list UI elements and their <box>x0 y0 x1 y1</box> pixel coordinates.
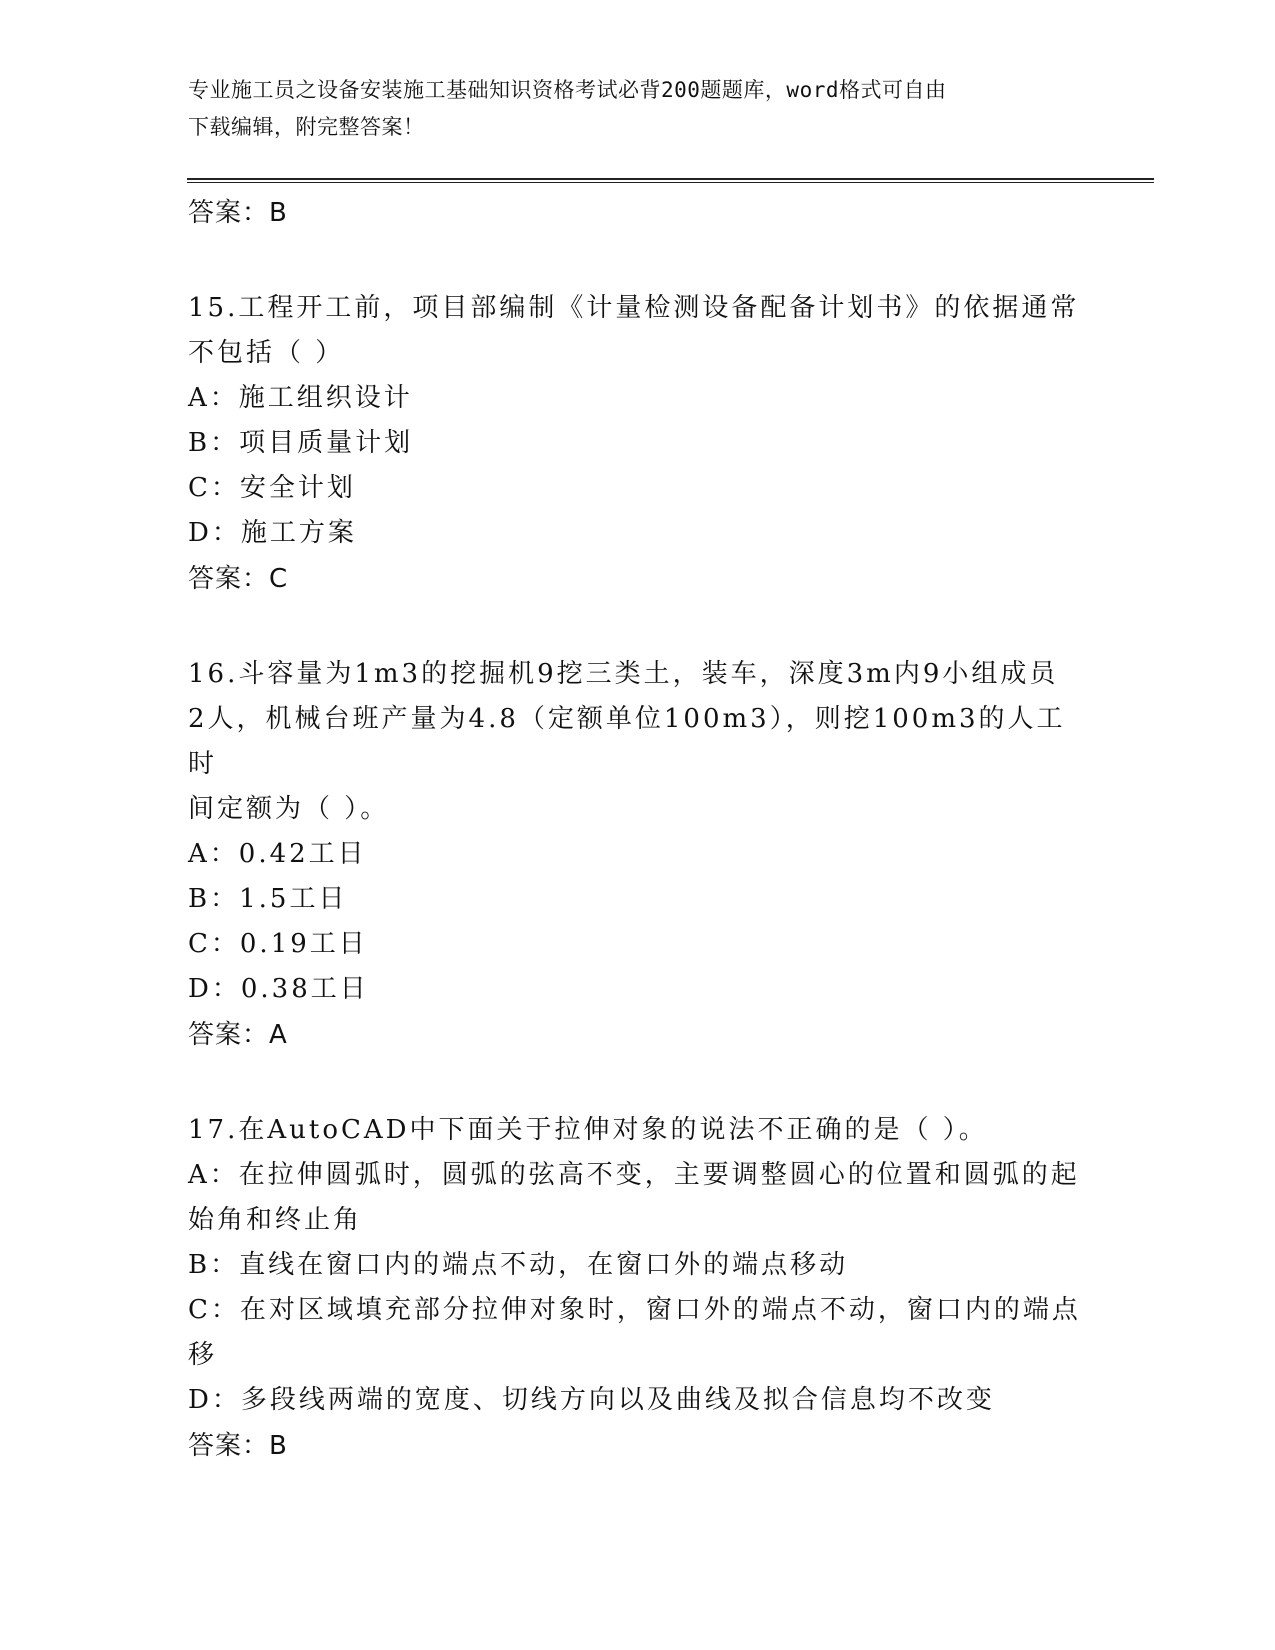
question-17 <box>188 1108 1088 1469</box>
option-d: D：0.38工日 <box>188 974 369 1004</box>
option-c-continued: 移 <box>188 1340 218 1370</box>
option-c: C：在对区域填充部分拉伸对象时，窗口外的端点不动，窗口内的端点 <box>188 1295 1081 1325</box>
question-list <box>188 190 1088 1469</box>
question-15 <box>188 286 1088 602</box>
header-line-2: 下载编辑，附完整答案！ <box>188 115 425 139</box>
option-c: C：0.19工日 <box>188 929 368 959</box>
option-a: A：0.42工日 <box>188 839 367 869</box>
page-header <box>188 72 1068 146</box>
option-a: A：在拉伸圆弧时，圆弧的弦高不变，主要调整圆心的位置和圆弧的起 <box>188 1160 1080 1190</box>
answer: 答案：C <box>188 564 289 594</box>
answer: 答案：B <box>188 1431 288 1461</box>
stem-line: 2人，机械台班产量为4.8（定额单位100m3），则挖100m3的人工时 <box>188 704 1066 779</box>
header-line-1: 专业施工员之设备安装施工基础知识资格考试必背200题题库，word格式可自由 <box>188 78 947 102</box>
option-d: D：施工方案 <box>188 518 357 548</box>
question-16 <box>188 652 1088 1058</box>
option-c: C：安全计划 <box>188 473 356 503</box>
stem-line: 不包括（ ） <box>188 338 345 368</box>
question-stem <box>188 1108 1088 1153</box>
stem-line: 15.工程开工前，项目部编制《计量检测设备配备计划书》的依据通常 <box>188 293 1080 323</box>
stem-line: 17.在AutoCAD中下面关于拉伸对象的说法不正确的是（ ）。 <box>188 1115 988 1145</box>
option-b: B：直线在窗口内的端点不动，在窗口外的端点移动 <box>188 1250 849 1280</box>
option-a-continued: 始角和终止角 <box>188 1205 363 1235</box>
option-a: A：施工组织设计 <box>188 383 413 413</box>
previous-answer: 答案：B <box>188 198 288 228</box>
answer: 答案：A <box>188 1020 288 1050</box>
option-b: B：1.5工日 <box>188 884 348 914</box>
stem-line: 间定额为（ ）。 <box>188 794 390 824</box>
option-b: B：项目质量计划 <box>188 428 414 458</box>
stem-line: 16.斗容量为1m3的挖掘机9挖三类土，装车，深度3m内9小组成员 <box>188 659 1059 689</box>
option-d: D：多段线两端的宽度、切线方向以及曲线及拟合信息均不改变 <box>188 1385 995 1415</box>
question-stem <box>188 652 1088 832</box>
header-divider <box>187 178 1154 183</box>
question-stem <box>188 286 1088 376</box>
